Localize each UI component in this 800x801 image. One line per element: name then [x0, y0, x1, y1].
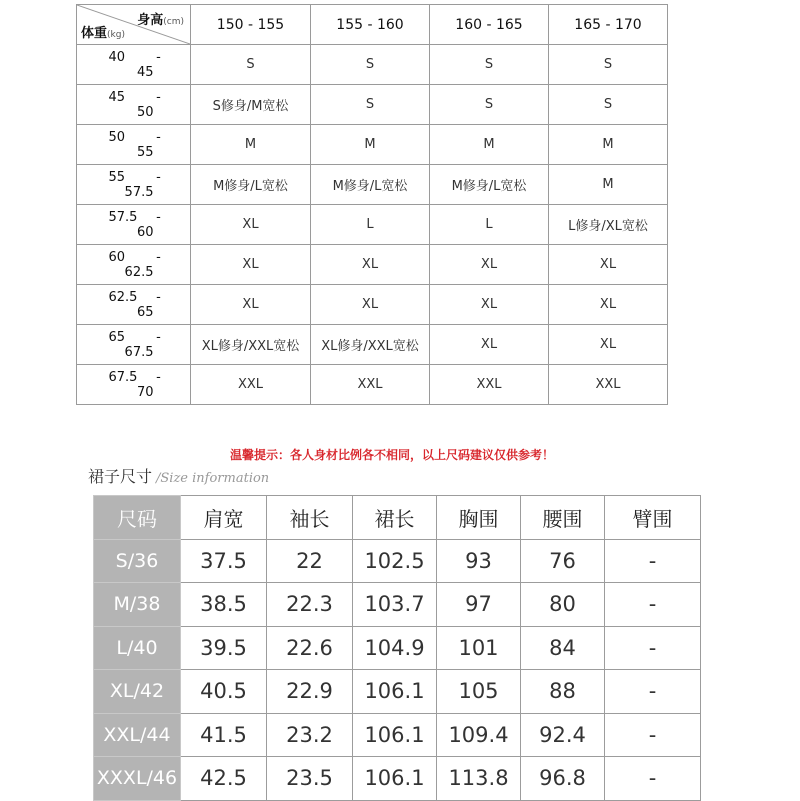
measurement-cell: 23.2 — [267, 713, 353, 757]
measurement-cell: 39.5 — [181, 626, 267, 670]
table-row — [94, 670, 701, 714]
size-recommendation-cell: XL修身/XXL宽松 — [311, 325, 430, 365]
size-recommendation-cell: M修身/L宽松 — [311, 165, 430, 205]
measurement-cell: 97 — [437, 583, 521, 627]
measurement-cell: 103.7 — [353, 583, 437, 627]
weight-range-cell — [77, 85, 191, 125]
measurement-cell: 84 — [521, 626, 605, 670]
measurement-cell: 104.9 — [353, 626, 437, 670]
measurement-cell: - — [605, 539, 701, 583]
size-advice-note: 温馨提示：各人身材比例各不相同，以上尺码建议仅供参考！ — [229, 448, 554, 462]
measurement-cell: - — [605, 583, 701, 627]
table-row — [77, 325, 668, 365]
weight-from: 50 — [108, 129, 126, 145]
size-recommendation-cell: S修身/M宽松 — [191, 85, 311, 125]
size-recommendation-cell: XL — [549, 325, 668, 365]
measurement-cell: 38.5 — [181, 583, 267, 627]
height-range-header: 165 - 170 — [549, 5, 668, 45]
size-label-cell: XL/42 — [94, 670, 181, 714]
size-recommendation-cell: M修身/L宽松 — [430, 165, 549, 205]
size-recommendation-cell: XL — [191, 285, 311, 325]
weight-range-cell — [77, 285, 191, 325]
measurement-cell: 106.1 — [353, 757, 437, 801]
weight-range-cell — [77, 365, 191, 405]
measurement-cell: 109.4 — [437, 713, 521, 757]
measurement-cell: 92.4 — [521, 713, 605, 757]
arm-circumference-header: 臂围 — [605, 496, 701, 540]
size-recommendation-cell: XL — [191, 245, 311, 285]
weight-range-cell — [77, 165, 191, 205]
weight-from: 57.5 — [108, 209, 138, 225]
table-row — [77, 245, 668, 285]
table-row — [77, 45, 668, 85]
weight-to: 67.5 — [124, 344, 154, 360]
height-range-header: 160 - 165 — [430, 5, 549, 45]
size-recommendation-cell: M — [549, 125, 668, 165]
weight-range-cell — [77, 325, 191, 365]
measurement-cell: - — [605, 713, 701, 757]
weight-from: 55 — [108, 169, 126, 185]
weight-to: 57.5 — [124, 184, 154, 200]
range-dash: - — [156, 369, 161, 385]
size-recommendation-cell: S — [311, 45, 430, 85]
measurement-cell: - — [605, 670, 701, 714]
size-recommendation-cell: S — [549, 85, 668, 125]
size-recommendation-cell: XL — [311, 245, 430, 285]
measurement-cell: - — [605, 626, 701, 670]
size-label-cell: M/38 — [94, 583, 181, 627]
dress-length-header: 裙长 — [353, 496, 437, 540]
size-recommendation-cell: XL修身/XXL宽松 — [191, 325, 311, 365]
size-recommendation-cell: S — [430, 85, 549, 125]
measurement-cell: 42.5 — [181, 757, 267, 801]
range-dash: - — [156, 289, 161, 305]
measurement-cell: 22.3 — [267, 583, 353, 627]
measurement-cell: 106.1 — [353, 713, 437, 757]
measurement-cell: 76 — [521, 539, 605, 583]
measurement-cell: 106.1 — [353, 670, 437, 714]
size-recommendation-cell: M — [311, 125, 430, 165]
size-recommendation-cell: XXL — [430, 365, 549, 405]
size-recommendation-cell: M修身/L宽松 — [191, 165, 311, 205]
size-recommendation-cell: S — [549, 45, 668, 85]
measurement-cell: 22 — [267, 539, 353, 583]
range-dash: - — [156, 209, 161, 225]
weight-label: 体重(kg) — [81, 26, 125, 41]
height-label: 身高(cm) — [137, 13, 184, 28]
size-recommendation-cell: L — [430, 205, 549, 245]
weight-to: 60 — [136, 224, 154, 240]
weight-to: 50 — [136, 104, 154, 120]
measurement-cell: 22.6 — [267, 626, 353, 670]
range-dash: - — [156, 249, 161, 265]
shoulder-width-header: 肩宽 — [181, 496, 267, 540]
size-recommendation-cell: XXL — [191, 365, 311, 405]
height-range-header: 150 - 155 — [191, 5, 311, 45]
height-range-header: 155 - 160 — [311, 5, 430, 45]
table-header-row — [77, 5, 668, 45]
measurement-cell: 22.9 — [267, 670, 353, 714]
table-row — [94, 539, 701, 583]
table-row — [94, 713, 701, 757]
table-row — [77, 165, 668, 205]
measurement-cell: 88 — [521, 670, 605, 714]
range-dash: - — [156, 89, 161, 105]
weight-to: 62.5 — [124, 264, 154, 280]
table-header-row — [94, 496, 701, 540]
table-row — [77, 85, 668, 125]
size-column-header: 尺码 — [94, 496, 181, 540]
measurement-cell: - — [605, 757, 701, 801]
measurement-cell: 105 — [437, 670, 521, 714]
weight-from: 60 — [108, 249, 126, 265]
section-title — [88, 464, 269, 487]
table-row — [77, 205, 668, 245]
corner-header-cell — [77, 5, 191, 45]
measurement-cell: 96.8 — [521, 757, 605, 801]
size-recommendation-cell: XL — [549, 285, 668, 325]
range-dash: - — [156, 169, 161, 185]
size-recommendation-cell: XL — [549, 245, 668, 285]
weight-range-cell — [77, 205, 191, 245]
size-recommendation-cell: M — [549, 165, 668, 205]
size-recommendation-cell: L修身/XL宽松 — [549, 205, 668, 245]
size-recommendation-cell: XL — [430, 285, 549, 325]
weight-to: 65 — [136, 304, 154, 320]
measurement-cell: 80 — [521, 583, 605, 627]
table-body — [77, 45, 668, 405]
size-recommendation-cell: S — [430, 45, 549, 85]
table-row — [94, 757, 701, 801]
weight-from: 62.5 — [108, 289, 138, 305]
size-recommendation-cell: XXL — [549, 365, 668, 405]
weight-from: 45 — [108, 89, 126, 105]
weight-from: 65 — [108, 329, 126, 345]
weight-from: 40 — [108, 49, 126, 65]
size-recommendation-cell: M — [430, 125, 549, 165]
waist-header: 腰围 — [521, 496, 605, 540]
table-row — [77, 365, 668, 405]
measurement-cell: 23.5 — [267, 757, 353, 801]
size-recommendation-cell: L — [311, 205, 430, 245]
size-recommendation-cell: XL — [430, 325, 549, 365]
range-dash: - — [156, 329, 161, 345]
table-row — [77, 125, 668, 165]
weight-from: 67.5 — [108, 369, 138, 385]
weight-range-cell — [77, 245, 191, 285]
size-label-cell: L/40 — [94, 626, 181, 670]
size-label-cell: S/36 — [94, 539, 181, 583]
size-recommendation-cell: S — [311, 85, 430, 125]
measurement-cell: 37.5 — [181, 539, 267, 583]
measurement-cell: 102.5 — [353, 539, 437, 583]
size-recommendation-cell: XL — [430, 245, 549, 285]
bust-header: 胸围 — [437, 496, 521, 540]
weight-to: 55 — [136, 144, 154, 160]
size-recommendation-cell: XL — [191, 205, 311, 245]
table-row — [77, 285, 668, 325]
weight-to: 45 — [136, 64, 154, 80]
table-body — [94, 539, 701, 800]
sleeve-length-header: 袖长 — [267, 496, 353, 540]
size-label-cell: XXXL/46 — [94, 757, 181, 801]
range-dash: - — [156, 129, 161, 145]
range-dash: - — [156, 49, 161, 65]
size-recommendation-cell: M — [191, 125, 311, 165]
weight-to: 70 — [136, 384, 154, 400]
measurement-cell: 93 — [437, 539, 521, 583]
measurement-cell: 113.8 — [437, 757, 521, 801]
measurement-cell: 101 — [437, 626, 521, 670]
size-measurement-table — [93, 495, 701, 801]
table-row — [94, 626, 701, 670]
measurement-cell: 41.5 — [181, 713, 267, 757]
table-row — [94, 583, 701, 627]
measurement-cell: 40.5 — [181, 670, 267, 714]
size-recommendation-cell: XL — [311, 285, 430, 325]
weight-range-cell — [77, 45, 191, 85]
size-recommendation-cell: S — [191, 45, 311, 85]
size-recommendation-cell: XXL — [311, 365, 430, 405]
height-weight-size-table — [76, 4, 668, 405]
size-label-cell: XXL/44 — [94, 713, 181, 757]
weight-range-cell — [77, 125, 191, 165]
section-title-text: 裙子尺寸 — [88, 467, 153, 486]
section-subtitle: /Size information — [156, 471, 270, 486]
